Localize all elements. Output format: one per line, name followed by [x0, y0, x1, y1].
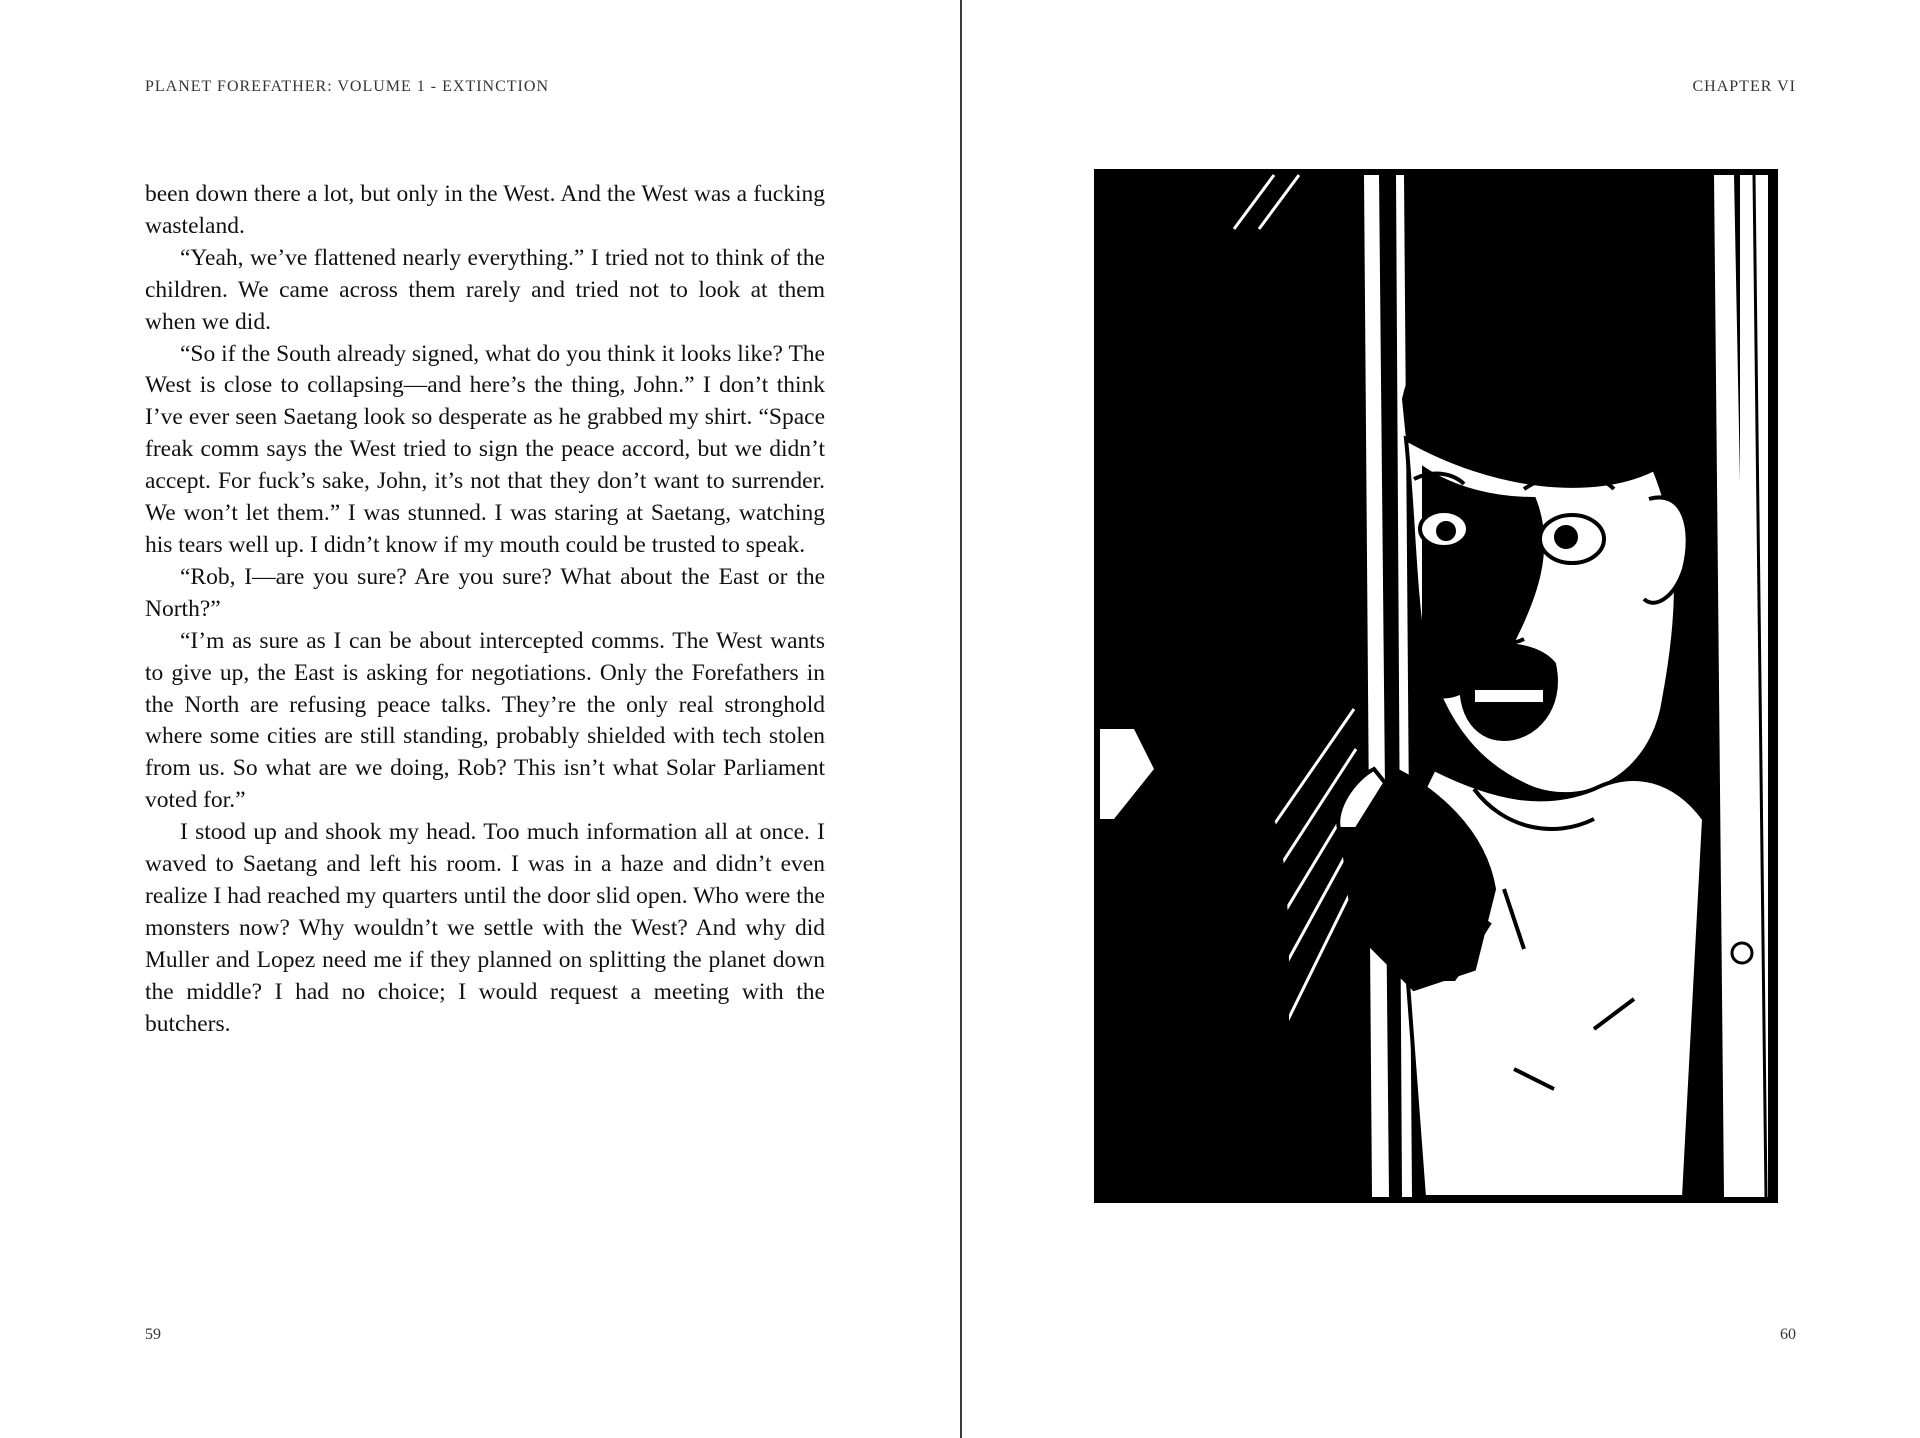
- running-head-chapter: CHAPTER VI: [1692, 78, 1796, 95]
- page-number-right: 60: [1780, 1326, 1796, 1343]
- comic-illustration: [1094, 169, 1778, 1203]
- illustration-artwork: [1094, 169, 1778, 1203]
- paragraph: “Yeah, we’ve flattened nearly everything.” I tried not to think of the children. We came across them rarely and tried not to look at them when we did.: [145, 244, 825, 335]
- paragraph: “Rob, I—are you sure? Are you sure? What about the East or the North?”: [145, 563, 825, 622]
- paragraph: I stood up and shook my head. Too much information all at once. I waved to Saetang and left his room. I was in a haze and didn’t even realize I had reached my quarters until the door slid open. Who were the monsters now? Why wouldn’t we settle with the West? And why did Muller and Lopez need me if they planned on splitting the planet down the middle? I had no choice; I would request a meeting with the butchers.: [145, 819, 825, 1037]
- paragraph: “So if the South already signed, what do you think it looks like? The West is close to collapsing—and here’s the thing, John.” I don’t think I’ve ever seen Saetang look so desperate as he grabbed my shirt. “Space freak comm says the West tried to sign the peace accord, but we didn’t accept. For fuck’s sake, John, it’s not that they don’t want to surrender. We won’t let them.” I was stunned. I was staring at Saetang, watching his tears well up. I didn’t know if my mouth could be trusted to speak.: [145, 340, 825, 558]
- body-text: [145, 179, 825, 1040]
- paragraph: “I’m as sure as I can be about intercepted comms. The West wants to give up, the East is asking for negotiations. Only the Forefathers in the North are refusing peace talks. They’re the only real stronghold where some cities are still standing, probably shielded with tech stolen from us. So what are we doing, Rob? This isn’t what Solar Parliament voted for.”: [145, 627, 825, 814]
- paragraph: been down there a lot, but only in the West. And the West was a fucking wasteland.: [145, 181, 825, 239]
- page-number-left: 59: [145, 1326, 161, 1343]
- running-head-book-title: PLANET FOREFATHER: VOLUME 1 - EXTINCTION: [145, 78, 549, 95]
